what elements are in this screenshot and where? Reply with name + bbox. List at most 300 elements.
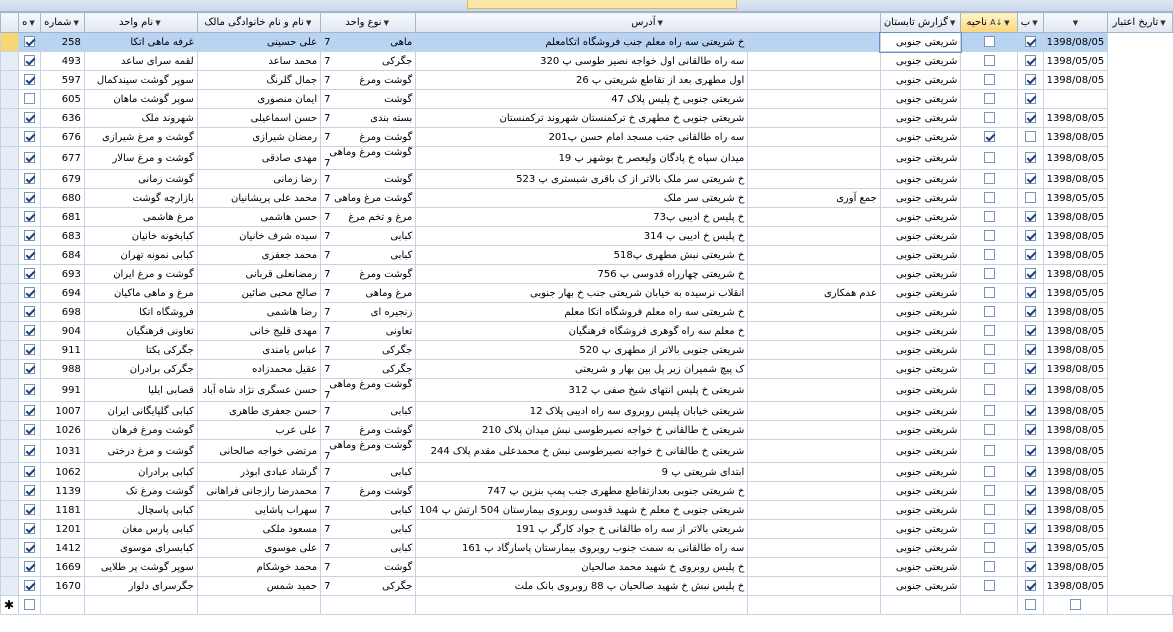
unit-type-cell[interactable] xyxy=(321,246,416,265)
checkbox-c2-cell[interactable] xyxy=(961,360,1017,379)
owner-name-cell[interactable]: حسن عسگری نژاد شاه آباد xyxy=(197,379,320,402)
new-record-cell[interactable] xyxy=(880,596,961,615)
checkbox-c1-cell[interactable] xyxy=(1017,322,1043,341)
checkbox-c2[interactable] xyxy=(984,466,995,477)
date-cell[interactable]: 1398/08/05 xyxy=(1043,303,1108,322)
column-header-number[interactable]: ▼شماره xyxy=(41,13,85,33)
date-cell[interactable]: 1398/08/05 xyxy=(1043,246,1108,265)
checkbox-c3-cell[interactable] xyxy=(18,147,40,170)
date-cell[interactable]: 1398/08/05 xyxy=(1043,360,1108,379)
checkbox-c2-cell[interactable] xyxy=(961,463,1017,482)
unit-name-cell[interactable]: جگرسرای دلوار xyxy=(84,577,197,596)
table-row[interactable] xyxy=(1,208,1173,227)
unit-name-cell[interactable]: جگرکی برادران xyxy=(84,360,197,379)
address-cell[interactable]: خ شریعتی جنوبی بعدازتقاطع مطهری جنب پمپ بنزین پ 747 xyxy=(416,482,748,501)
unit-type-cell[interactable] xyxy=(321,265,416,284)
unit-type-cell[interactable] xyxy=(321,402,416,421)
checkbox-c3[interactable] xyxy=(24,445,35,456)
region-cell[interactable]: شریعتی جنوبی xyxy=(880,577,961,596)
unit-name-cell[interactable]: کبابی پارس مغان xyxy=(84,520,197,539)
address-cell[interactable]: خ پلیس روبروی خ شهید محمد صالحیان xyxy=(416,558,748,577)
date-cell[interactable]: 1398/05/05 xyxy=(1043,189,1108,208)
checkbox-c1-cell[interactable] xyxy=(1017,463,1043,482)
unit-name-cell[interactable]: قصابی ایلیا xyxy=(84,379,197,402)
date-cell[interactable]: 1398/05/05 xyxy=(1043,284,1108,303)
checkbox-c1[interactable] xyxy=(1025,466,1036,477)
dropdown-arrow-icon[interactable]: ▼ xyxy=(305,19,312,27)
checkbox-c3[interactable] xyxy=(24,36,35,47)
unit-type-cell[interactable] xyxy=(321,463,416,482)
checkbox-c3-cell[interactable] xyxy=(18,208,40,227)
date-cell[interactable]: 1398/08/05 xyxy=(1043,147,1108,170)
column-header-date[interactable]: ▼تاریخ اعتبار xyxy=(1108,13,1173,33)
unit-type-cell[interactable] xyxy=(321,284,416,303)
unit-name-cell[interactable]: کبابی نمونه تهران xyxy=(84,246,197,265)
number-cell[interactable]: 605 xyxy=(41,90,85,109)
checkbox-c1-cell[interactable] xyxy=(1017,128,1043,147)
checkbox-c2[interactable] xyxy=(984,523,995,534)
checkbox-c1[interactable] xyxy=(1025,561,1036,572)
owner-name-cell[interactable]: عقیل محمدزاده xyxy=(197,360,320,379)
checkbox-c3-cell[interactable] xyxy=(18,421,40,440)
unit-name-cell[interactable]: بازارچه گوشت xyxy=(84,189,197,208)
checkbox-c3-cell[interactable] xyxy=(18,265,40,284)
checkbox-c2[interactable] xyxy=(984,445,995,456)
owner-name-cell[interactable]: سهراب پاشایی xyxy=(197,501,320,520)
address-cell[interactable]: خ شریعتی سه راه معلم جنب فروشگاه اتکامعلم xyxy=(416,33,748,52)
row-selector[interactable] xyxy=(1,360,19,379)
unit-name-cell[interactable]: گوشت و مرغ سالار xyxy=(84,147,197,170)
checkbox-c3[interactable] xyxy=(24,287,35,298)
number-cell[interactable]: 991 xyxy=(41,379,85,402)
checkbox-c2[interactable] xyxy=(984,173,995,184)
checkbox-c3-cell[interactable] xyxy=(18,402,40,421)
address-cell[interactable]: شریعتی جنوبی خ پلیس پلاک 47 xyxy=(416,90,748,109)
date-cell[interactable]: 1398/08/05 xyxy=(1043,421,1108,440)
unit-type-cell[interactable] xyxy=(321,577,416,596)
unit-type-cell[interactable] xyxy=(321,128,416,147)
checkbox-c3[interactable] xyxy=(24,230,35,241)
owner-name-cell[interactable]: محمدرضا رازجانی فراهانی xyxy=(197,482,320,501)
checkbox-c3[interactable] xyxy=(24,561,35,572)
date-cell[interactable]: 1398/08/05 xyxy=(1043,463,1108,482)
checkbox-c1[interactable] xyxy=(1025,542,1036,553)
checkbox-c3-cell[interactable] xyxy=(18,109,40,128)
number-cell[interactable]: 1669 xyxy=(41,558,85,577)
unit-type-cell[interactable] xyxy=(321,303,416,322)
row-selector[interactable] xyxy=(1,170,19,189)
date-cell[interactable]: 1398/08/05 xyxy=(1043,577,1108,596)
checkbox-c1[interactable] xyxy=(1025,523,1036,534)
checkbox-c1-cell[interactable] xyxy=(1017,577,1043,596)
table-row[interactable] xyxy=(1,341,1173,360)
unit-name-cell[interactable]: مرغ هاشمی xyxy=(84,208,197,227)
unit-type-cell[interactable] xyxy=(321,90,416,109)
date-cell[interactable]: 1398/08/05 xyxy=(1043,341,1108,360)
owner-name-cell[interactable]: رمضانعلی قربانی xyxy=(197,265,320,284)
checkbox-c2[interactable] xyxy=(984,344,995,355)
unit-name-cell[interactable]: سوپر گوشت سیندکمال xyxy=(84,71,197,90)
owner-name-cell[interactable]: علی عرب xyxy=(197,421,320,440)
new-record-cell[interactable] xyxy=(416,596,748,615)
checkbox-c1-cell[interactable] xyxy=(1017,52,1043,71)
row-selector[interactable] xyxy=(1,482,19,501)
table-row[interactable] xyxy=(1,52,1173,71)
checkbox-c2[interactable] xyxy=(984,211,995,222)
row-selector[interactable] xyxy=(1,501,19,520)
summer-report-cell[interactable] xyxy=(748,227,881,246)
checkbox-c2[interactable] xyxy=(984,485,995,496)
checkbox-c2-cell[interactable] xyxy=(961,52,1017,71)
checkbox-c1[interactable] xyxy=(1025,424,1036,435)
checkbox-c1-cell[interactable] xyxy=(1017,189,1043,208)
unit-type-cell[interactable] xyxy=(321,71,416,90)
checkbox-c3-cell[interactable] xyxy=(18,482,40,501)
new-checkbox-c1[interactable] xyxy=(1070,599,1081,610)
checkbox-c2-cell[interactable] xyxy=(961,501,1017,520)
checkbox-c2[interactable] xyxy=(984,152,995,163)
owner-name-cell[interactable]: مسعود ملکی xyxy=(197,520,320,539)
region-cell[interactable]: شریعتی جنوبی xyxy=(880,90,961,109)
new-record-cell[interactable] xyxy=(1108,596,1173,615)
checkbox-c3-cell[interactable] xyxy=(18,360,40,379)
address-cell[interactable]: شریعتی جنوبی بالاتر از مطهری پ 520 xyxy=(416,341,748,360)
checkbox-c3-cell[interactable] xyxy=(18,577,40,596)
checkbox-c1-cell[interactable] xyxy=(1017,539,1043,558)
region-cell[interactable]: شریعتی جنوبی xyxy=(880,227,961,246)
date-cell[interactable]: 1398/08/05 xyxy=(1043,265,1108,284)
address-cell[interactable]: شریعتی جنوبی خ مطهری خ ترکمنستان شهروند ترکمنستان xyxy=(416,109,748,128)
checkbox-c1[interactable] xyxy=(1025,445,1036,456)
dropdown-arrow-icon[interactable]: ▼ xyxy=(29,19,35,27)
checkbox-c3[interactable] xyxy=(24,363,35,374)
date-cell[interactable]: 1398/08/05 xyxy=(1043,208,1108,227)
checkbox-c2-cell[interactable] xyxy=(961,379,1017,402)
checkbox-c3[interactable] xyxy=(24,249,35,260)
checkbox-c3-cell[interactable] xyxy=(18,33,40,52)
unit-type-cell[interactable] xyxy=(321,52,416,71)
new-record-cell[interactable] xyxy=(197,596,320,615)
address-cell[interactable]: خ پلیس نبش خ شهید صالحیان پ 88 روبروی بانک ملت xyxy=(416,577,748,596)
checkbox-c1-cell[interactable] xyxy=(1017,421,1043,440)
unit-name-cell[interactable]: گوشت ومرغ تک xyxy=(84,482,197,501)
checkbox-c3[interactable] xyxy=(24,504,35,515)
checkbox-c2-cell[interactable] xyxy=(961,284,1017,303)
checkbox-c1[interactable] xyxy=(1025,504,1036,515)
new-record-row[interactable] xyxy=(1,596,1173,615)
checkbox-c2-cell[interactable] xyxy=(961,482,1017,501)
owner-name-cell[interactable]: سیده شرف خانیان xyxy=(197,227,320,246)
summer-report-cell[interactable] xyxy=(748,539,881,558)
checkbox-c1-cell[interactable] xyxy=(1017,147,1043,170)
address-cell[interactable]: ک پیچ شمیران زیر پل بین بهار و شریعتی xyxy=(416,360,748,379)
number-cell[interactable]: 693 xyxy=(41,265,85,284)
region-cell[interactable]: شریعتی جنوبی xyxy=(880,421,961,440)
row-selector[interactable] xyxy=(1,189,19,208)
checkbox-c1-cell[interactable] xyxy=(1017,208,1043,227)
date-cell[interactable]: 1398/08/05 xyxy=(1043,379,1108,402)
unit-name-cell[interactable]: کبابی پاسچال xyxy=(84,501,197,520)
number-cell[interactable]: 1201 xyxy=(41,520,85,539)
checkbox-c3[interactable] xyxy=(24,424,35,435)
row-selector-header[interactable] xyxy=(1,13,19,33)
checkbox-c1[interactable] xyxy=(1025,152,1036,163)
unit-type-cell[interactable] xyxy=(321,421,416,440)
table-row[interactable] xyxy=(1,71,1173,90)
checkbox-c1-cell[interactable] xyxy=(1017,501,1043,520)
owner-name-cell[interactable]: جمال گلرنگ xyxy=(197,71,320,90)
dropdown-arrow-icon[interactable]: ▼ xyxy=(383,19,389,27)
number-cell[interactable]: 1412 xyxy=(41,539,85,558)
unit-type-cell[interactable] xyxy=(321,482,416,501)
unit-name-cell[interactable]: فروشگاه اتکا xyxy=(84,303,197,322)
owner-name-cell[interactable]: رضا هاشمی xyxy=(197,303,320,322)
number-cell[interactable]: 694 xyxy=(41,284,85,303)
checkbox-c1[interactable] xyxy=(1025,112,1036,123)
unit-name-cell[interactable]: کبابخونه خانیان xyxy=(84,227,197,246)
checkbox-c3[interactable] xyxy=(24,93,35,104)
checkbox-c1-cell[interactable] xyxy=(1017,90,1043,109)
summer-report-cell[interactable] xyxy=(748,109,881,128)
date-cell[interactable]: 1398/08/05 xyxy=(1043,33,1108,52)
checkbox-c3[interactable] xyxy=(24,112,35,123)
unit-type-cell[interactable] xyxy=(321,379,416,402)
number-cell[interactable]: 681 xyxy=(41,208,85,227)
checkbox-c1[interactable] xyxy=(1025,230,1036,241)
unit-type-cell[interactable] xyxy=(321,360,416,379)
row-selector[interactable] xyxy=(1,71,19,90)
checkbox-c3-cell[interactable] xyxy=(18,322,40,341)
checkbox-c2-cell[interactable] xyxy=(961,303,1017,322)
number-cell[interactable]: 698 xyxy=(41,303,85,322)
checkbox-c2[interactable] xyxy=(984,405,995,416)
checkbox-c3-cell[interactable] xyxy=(18,501,40,520)
unit-type-cell[interactable] xyxy=(321,227,416,246)
checkbox-c2-cell[interactable] xyxy=(961,577,1017,596)
checkbox-c2-cell[interactable] xyxy=(961,90,1017,109)
column-header-chk1[interactable] xyxy=(1043,13,1108,33)
checkbox-c3[interactable] xyxy=(24,485,35,496)
row-selector[interactable] xyxy=(1,539,19,558)
new-record-cell[interactable] xyxy=(961,596,1017,615)
date-cell[interactable]: 1398/08/05 xyxy=(1043,402,1108,421)
number-cell[interactable]: 988 xyxy=(41,360,85,379)
number-cell[interactable]: 676 xyxy=(41,128,85,147)
table-row[interactable] xyxy=(1,33,1173,52)
table-row[interactable] xyxy=(1,402,1173,421)
summer-report-cell[interactable] xyxy=(748,128,881,147)
new-checkbox-c2[interactable] xyxy=(1025,599,1036,610)
checkbox-c2[interactable] xyxy=(984,384,995,395)
number-cell[interactable]: 1007 xyxy=(41,402,85,421)
region-cell[interactable]: شریعتی جنوبی xyxy=(880,33,961,52)
region-cell[interactable]: شریعتی جنوبی xyxy=(880,71,961,90)
date-cell[interactable]: 1398/08/05 xyxy=(1043,170,1108,189)
checkbox-c2-cell[interactable] xyxy=(961,189,1017,208)
region-cell[interactable]: شریعتی جنوبی xyxy=(880,379,961,402)
unit-type-cell[interactable] xyxy=(321,558,416,577)
checkbox-c3-cell[interactable] xyxy=(18,90,40,109)
checkbox-c2[interactable] xyxy=(984,192,995,203)
summer-report-cell[interactable] xyxy=(748,90,881,109)
checkbox-c3-cell[interactable] xyxy=(18,303,40,322)
checkbox-c2[interactable] xyxy=(984,542,995,553)
checkbox-c3-cell[interactable] xyxy=(18,284,40,303)
summer-report-cell[interactable] xyxy=(748,379,881,402)
address-cell[interactable]: شریعتی بالاتر از سه راه طالقانی خ جواد کارگر پ 191 xyxy=(416,520,748,539)
row-selector[interactable] xyxy=(1,402,19,421)
owner-name-cell[interactable]: گرشاد عبادی ابوذر xyxy=(197,463,320,482)
summer-report-cell[interactable]: عدم همکاری xyxy=(748,284,881,303)
checkbox-c3[interactable] xyxy=(24,523,35,534)
checkbox-c3-cell[interactable] xyxy=(18,379,40,402)
summer-report-cell[interactable] xyxy=(748,303,881,322)
region-cell[interactable]: شریعتی جنوبی xyxy=(880,303,961,322)
checkbox-c3[interactable] xyxy=(24,55,35,66)
checkbox-c3-cell[interactable] xyxy=(18,539,40,558)
table-row[interactable] xyxy=(1,440,1173,463)
row-selector[interactable] xyxy=(1,147,19,170)
table-row[interactable] xyxy=(1,170,1173,189)
region-cell[interactable]: شریعتی جنوبی xyxy=(880,208,961,227)
checkbox-c2-cell[interactable] xyxy=(961,33,1017,52)
address-cell[interactable]: اول مطهری بعد از تقاطع شریعتی پ 26 xyxy=(416,71,748,90)
checkbox-c2[interactable] xyxy=(984,55,995,66)
region-cell[interactable]: شریعتی جنوبی xyxy=(880,341,961,360)
checkbox-c3-cell[interactable] xyxy=(18,128,40,147)
address-cell[interactable]: خ معلم سه راه گوهری فروشگاه فرهنگیان xyxy=(416,322,748,341)
unit-type-cell[interactable] xyxy=(321,539,416,558)
checkbox-c3[interactable] xyxy=(24,131,35,142)
checkbox-c1-cell[interactable] xyxy=(1017,71,1043,90)
owner-name-cell[interactable]: مهدی قلیج خانی xyxy=(197,322,320,341)
column-header-region[interactable]: ▼↓A ناحیه xyxy=(961,13,1017,33)
date-cell[interactable]: 1398/08/05 xyxy=(1043,322,1108,341)
unit-name-cell[interactable]: کبابی برادران xyxy=(84,463,197,482)
new-record-cell[interactable] xyxy=(41,596,85,615)
checkbox-c2-cell[interactable] xyxy=(961,402,1017,421)
unit-type-cell[interactable] xyxy=(321,501,416,520)
address-cell[interactable]: انقلاب نرسیده به خیابان شریعتی جنب خ بهار جنوبی xyxy=(416,284,748,303)
summer-report-cell[interactable] xyxy=(748,265,881,284)
unit-type-cell[interactable] xyxy=(321,322,416,341)
row-selector[interactable] xyxy=(1,208,19,227)
unit-name-cell[interactable]: گوشت و مرغ ایران xyxy=(84,265,197,284)
checkbox-c2-cell[interactable] xyxy=(961,421,1017,440)
summer-report-cell[interactable] xyxy=(748,421,881,440)
checkbox-c2-cell[interactable] xyxy=(961,558,1017,577)
row-selector[interactable] xyxy=(1,90,19,109)
checkbox-c1[interactable] xyxy=(1025,211,1036,222)
region-cell[interactable]: شریعتی جنوبی xyxy=(880,246,961,265)
summer-report-cell[interactable] xyxy=(748,208,881,227)
row-selector[interactable] xyxy=(1,303,19,322)
summer-report-cell[interactable] xyxy=(748,322,881,341)
checkbox-c1-cell[interactable] xyxy=(1017,341,1043,360)
address-cell[interactable]: شریعتی خ طالقانی خ خواجه نصیرطوسی نبش خ محمدعلی مقدم پلاک 244 xyxy=(416,440,748,463)
row-selector[interactable] xyxy=(1,558,19,577)
new-checkbox-c1-cell[interactable] xyxy=(1043,596,1108,615)
summer-report-cell[interactable] xyxy=(748,577,881,596)
unit-name-cell[interactable]: گوشت و مرغ شیرازی xyxy=(84,128,197,147)
checkbox-c2[interactable] xyxy=(984,112,995,123)
number-cell[interactable]: 636 xyxy=(41,109,85,128)
number-cell[interactable]: 1062 xyxy=(41,463,85,482)
row-selector[interactable] xyxy=(1,577,19,596)
column-header-chk2[interactable]: ▼ب xyxy=(1017,13,1043,33)
new-record-cell[interactable] xyxy=(321,596,416,615)
summer-report-cell[interactable] xyxy=(748,482,881,501)
region-cell[interactable]: شریعتی جنوبی xyxy=(880,147,961,170)
checkbox-c2[interactable] xyxy=(984,249,995,260)
checkbox-c1-cell[interactable] xyxy=(1017,379,1043,402)
row-selector[interactable] xyxy=(1,52,19,71)
column-header-unit-type[interactable]: ▼نوع واحد xyxy=(321,13,416,33)
address-cell[interactable]: ابتدای شریعتی پ 9 xyxy=(416,463,748,482)
checkbox-c2-cell[interactable] xyxy=(961,520,1017,539)
checkbox-c1-cell[interactable] xyxy=(1017,520,1043,539)
checkbox-c3-cell[interactable] xyxy=(18,558,40,577)
checkbox-c1-cell[interactable] xyxy=(1017,482,1043,501)
date-cell[interactable]: 1398/08/05 xyxy=(1043,109,1108,128)
checkbox-c2[interactable] xyxy=(984,268,995,279)
date-cell[interactable]: 1398/08/05 xyxy=(1043,71,1108,90)
checkbox-c1[interactable] xyxy=(1025,93,1036,104)
region-cell[interactable]: شریعتی جنوبی xyxy=(880,558,961,577)
row-selector[interactable] xyxy=(1,265,19,284)
date-cell[interactable]: 1398/08/05 xyxy=(1043,520,1108,539)
table-row[interactable] xyxy=(1,322,1173,341)
checkbox-c3-cell[interactable] xyxy=(18,440,40,463)
new-record-selector[interactable] xyxy=(1,596,19,615)
address-cell[interactable]: شریعتی خیابان پلیس روبروی سه راه ادیبی پلاک 12 xyxy=(416,402,748,421)
summer-report-cell[interactable] xyxy=(748,170,881,189)
new-record-cell[interactable] xyxy=(748,596,881,615)
unit-name-cell[interactable]: شهروند ملک xyxy=(84,109,197,128)
dropdown-arrow-icon[interactable]: ▼ xyxy=(1004,19,1010,27)
checkbox-c1[interactable] xyxy=(1025,363,1036,374)
owner-name-cell[interactable]: محمد جعفری xyxy=(197,246,320,265)
owner-name-cell[interactable]: عباس یامندی xyxy=(197,341,320,360)
checkbox-c1[interactable] xyxy=(1025,55,1036,66)
summer-report-cell[interactable] xyxy=(748,147,881,170)
checkbox-c1[interactable] xyxy=(1025,287,1036,298)
checkbox-c3-cell[interactable] xyxy=(18,520,40,539)
summer-report-cell[interactable]: جمع آوری xyxy=(748,189,881,208)
checkbox-c1[interactable] xyxy=(1025,384,1036,395)
table-row[interactable] xyxy=(1,284,1173,303)
checkbox-c3-cell[interactable] xyxy=(18,463,40,482)
number-cell[interactable]: 679 xyxy=(41,170,85,189)
address-cell[interactable]: شریعتی خ پلیس انتهای شیخ صفی پ 312 xyxy=(416,379,748,402)
row-selector[interactable] xyxy=(1,227,19,246)
table-row[interactable] xyxy=(1,421,1173,440)
checkbox-c1-cell[interactable] xyxy=(1017,303,1043,322)
date-cell[interactable]: 1398/08/05 xyxy=(1043,128,1108,147)
dropdown-arrow-icon[interactable]: ▼ xyxy=(1072,19,1079,27)
column-header-owner-name[interactable]: ▼نام و نام خانوادگی مالک xyxy=(197,13,320,33)
checkbox-c1[interactable] xyxy=(1025,306,1036,317)
checkbox-c3-cell[interactable] xyxy=(18,52,40,71)
unit-name-cell[interactable]: سوپر گوشت ماهان xyxy=(84,90,197,109)
checkbox-c3[interactable] xyxy=(24,306,35,317)
owner-name-cell[interactable]: محمد علی پریشانیان xyxy=(197,189,320,208)
table-row[interactable] xyxy=(1,463,1173,482)
checkbox-c3[interactable] xyxy=(24,211,35,222)
table-row[interactable] xyxy=(1,128,1173,147)
number-cell[interactable]: 683 xyxy=(41,227,85,246)
owner-name-cell[interactable]: صالح محبی صائین xyxy=(197,284,320,303)
